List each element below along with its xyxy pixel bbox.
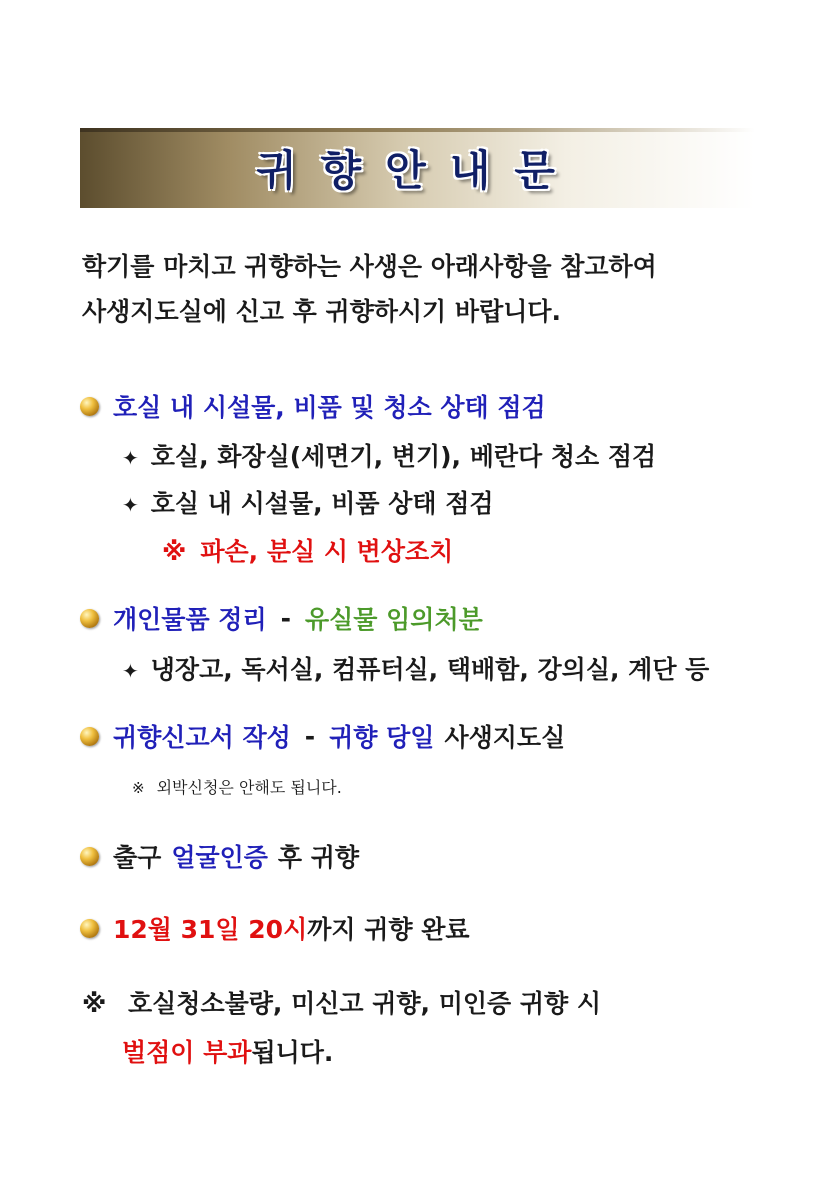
page-title: 귀향안내문 [256,146,579,195]
room-notice-mark: ※ [162,537,187,566]
section-belongings [80,600,483,636]
room-notice-text: 파손, 분실 시 변상조치 [200,537,454,566]
gold-ball-bullet-icon [80,727,99,746]
gold-ball-bullet-icon [80,397,99,416]
section-room-inspection [80,388,546,424]
room-item-1 [122,437,656,473]
section-deadline-highlight: 12월 31일 20시 [113,915,308,944]
belongings-item-1 [122,650,709,686]
gold-ball-bullet-icon [80,847,99,866]
section-report-dash: - [304,721,316,751]
intro-line-1: 학기를 마치고 귀향하는 사생은 아래사항을 참고하여 [82,252,657,281]
section-exit-highlight: 얼굴인증 [171,843,268,872]
room-item-1-text: 호실, 화장실(세면기, 변기), 베란다 청소 점검 [150,442,657,471]
gold-ball-bullet-icon [80,609,99,628]
warning-highlight: 벌점이 부과 [122,1038,252,1067]
warning-line-2 [122,1033,333,1069]
belongings-item-1-text: 냉장고, 독서실, 컴퓨터실, 택배함, 강의실, 계단 등 [150,655,710,684]
section-report-highlight: 귀향 당일 [329,723,435,752]
warning-line-1-text: 호실청소불량, 미신고 귀향, 미인증 귀향 시 [128,989,602,1018]
warning-rest: 됩니다. [251,1038,334,1067]
report-note [132,775,342,798]
four-point-star-icon: ✦ [122,493,139,517]
section-report [80,718,565,754]
room-damage-notice [162,532,453,568]
room-item-2-text: 호실 내 시설물, 비품 상태 점검 [150,489,494,518]
warning-mark: ※ [82,989,107,1018]
report-note-mark: ※ [132,779,145,797]
four-point-star-icon: ✦ [122,659,139,683]
section-report-heading: 귀향신고서 작성 [113,723,291,752]
section-report-rest: 사생지도실 [444,723,566,752]
section-belongings-heading: 개인물품 정리 [113,605,267,634]
section-exit [80,838,359,874]
section-belongings-dash: - [280,603,291,633]
section-room-heading: 호실 내 시설물, 비품 및 청소 상태 점검 [113,393,546,422]
section-deadline [80,910,470,946]
warning-line-1 [82,984,601,1020]
section-exit-part1: 출구 [113,843,162,872]
intro-line-2: 사생지도실에 신고 후 귀향하시기 바랍니다. [82,297,562,326]
four-point-star-icon: ✦ [122,446,139,470]
room-item-2 [122,484,494,520]
section-deadline-rest: 까지 귀향 완료 [307,915,470,944]
gold-ball-bullet-icon [80,919,99,938]
report-note-text: 외박신청은 안해도 됩니다. [156,778,342,797]
section-belongings-highlight: 유실물 임의처분 [305,605,483,634]
section-exit-part2: 후 귀향 [277,843,360,872]
title-banner-edge [80,128,755,132]
